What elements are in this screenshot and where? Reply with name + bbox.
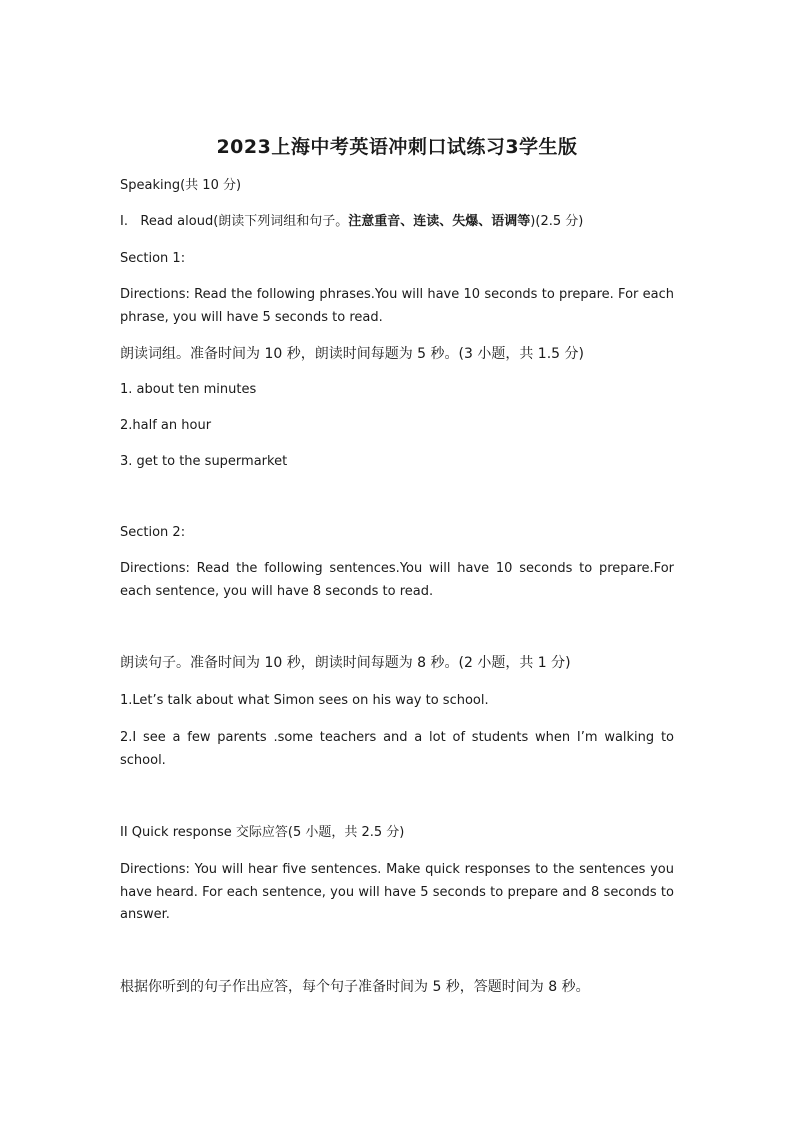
sentence-item: 1.Let’s talk about what Simon sees on his way to school. <box>120 693 489 708</box>
speaking-heading: Speaking(共 10 分) <box>120 178 242 193</box>
phrase-item: 3. get to the supermarket <box>120 454 288 469</box>
phrase-item: 2.half an hour <box>120 418 212 433</box>
part2-heading: II Quick response 交际应答(5 小题，共 2.5 分) <box>120 825 405 840</box>
section1-heading: Section 1: <box>120 251 186 266</box>
section2-heading: Section 2: <box>120 525 186 540</box>
part2-directions: Directions: You will hear five sentences. Make quick responses to the sentences you have heard. For each sentence, you will have 5 seconds to prepare and 8 seconds to answer. <box>120 862 674 922</box>
section1-directions: Directions: Read the following phrases.You will have 10 seconds to prepare. For each phrase, you will have 5 seconds to read. <box>120 287 674 325</box>
section2-cn-directions: 朗读句子。准备时间为 10 秒，朗读时间每题为 8 秒。(2 小题，共 1 分) <box>120 655 571 671</box>
part1-heading-plain: Read aloud(朗读下列词组和句子。 <box>140 214 349 229</box>
part1-heading-end: )(2.5 分) <box>530 214 584 229</box>
section2-directions: Directions: Read the following sentences.You will have 10 seconds to prepare.For each sentence, you will have 8 seconds to read. <box>120 561 674 599</box>
part1-heading-bold: 注意重音、连读、失爆、语调等 <box>348 214 531 229</box>
part2-cn-directions: 根据你听到的句子作出应答，每个句子准备时间为 5 秒，答题时间为 8 秒。 <box>120 979 590 995</box>
document-title: 2023上海中考英语冲刺口试练习3学生版 <box>216 136 578 158</box>
section1-cn-directions: 朗读词组。准备时间为 10 秒，朗读时间每题为 5 秒。(3 小题，共 1.5 分) <box>120 346 584 362</box>
sentence-item: 2.I see a few parents .some teachers and a lot of students when I’m walking to school. <box>120 730 674 768</box>
part1-heading <box>120 211 674 233</box>
phrase-item: 1. about ten minutes <box>120 382 257 397</box>
part1-numeral: I. <box>120 214 128 229</box>
